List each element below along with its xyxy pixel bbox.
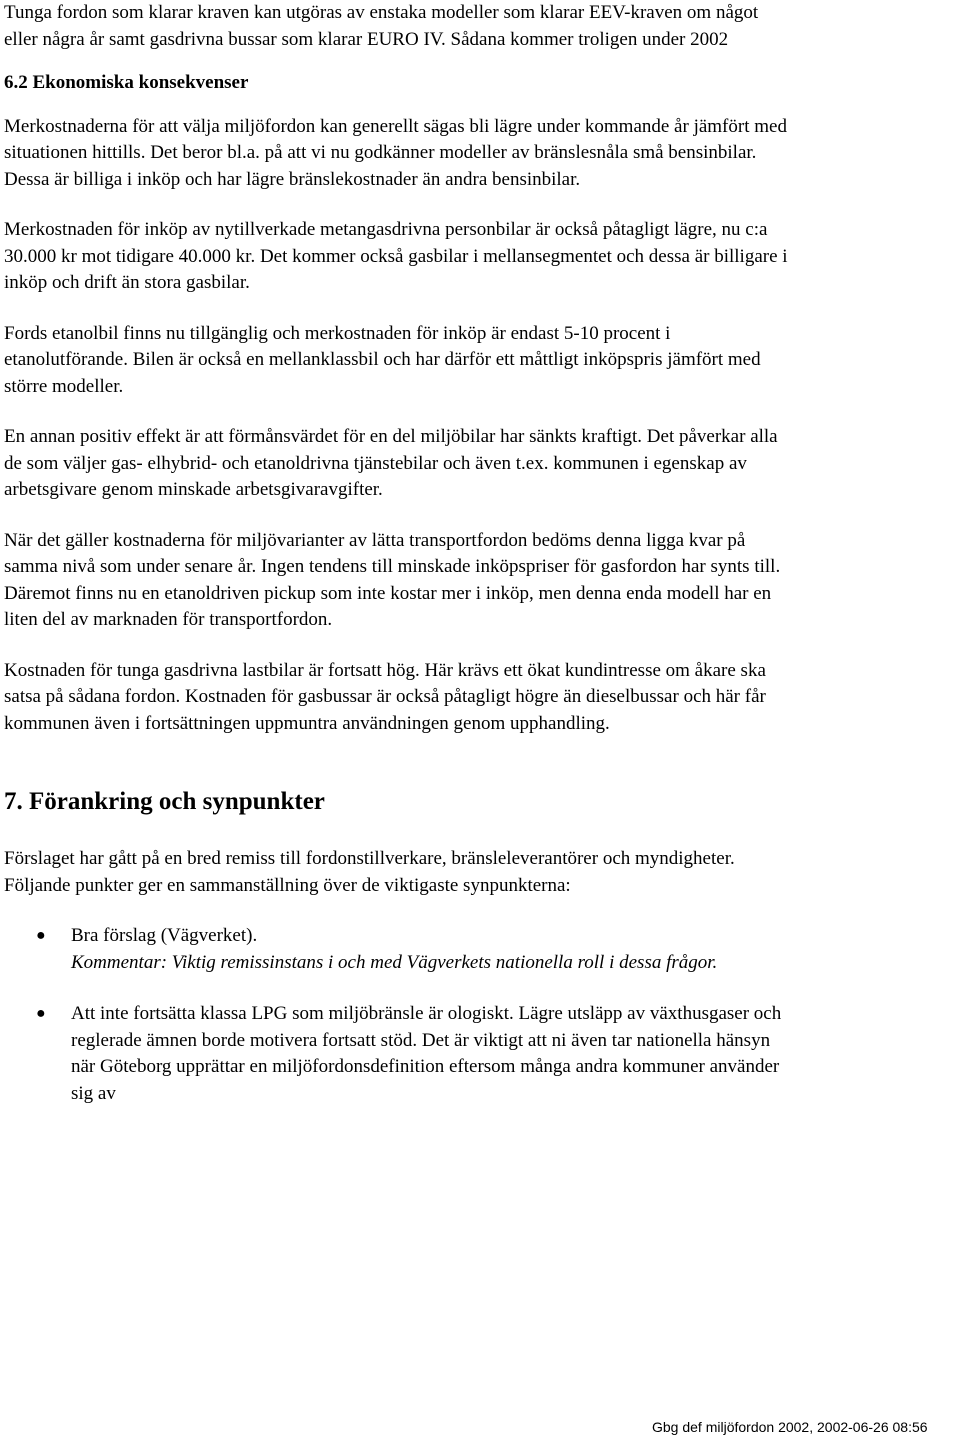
bullet-icon: ● [36, 927, 46, 944]
paragraph-etanolbil: Fords etanolbil finns nu tillgänglig och merkostnaden för inköp är endast 5-10 procent i etanolutförande. Bilen är också en mellanklassbil och har därför ett måttligt inköpspris jämfört med större modeller. [4, 322, 761, 397]
paragraph-metangas: Merkostnaden för inköp av nytillverkade metangasdrivna personbilar är också påtagligt lägre, nu c:a 30.000 kr mot tidigare 40.000 kr. Det kommer också gasbilar i mellansegmentet och dessa är billigare i inköp och drift än stora gasbilar. [4, 219, 788, 293]
section-6-2-heading: 6.2 Ekonomiska konsekvenser [4, 72, 249, 93]
paragraph-transportfordon: När det gäller kostnaderna för miljövarianter av lätta transportfordon bedöms denna ligga kvar på samma nivå som under senare år. Ingen tendens till minskade inköpspriser för gasfordon har synts till. Däremot finns nu en etanoldriven pickup som inte kostar mer i inköp, men denna enda modell har en liten del av marknaden för transportfordon. [4, 529, 781, 630]
synpunkter-list [4, 923, 794, 1107]
intro-paragraph: Tunga fordon som klarar kraven kan utgöras av enstaka modeller som klarar EEV-kraven om något eller några år samt gasdrivna bussar som klarar EURO IV. Sådana kommer troligen under 2002 [4, 2, 759, 50]
bullet-icon: ● [36, 1005, 46, 1022]
list-item [4, 923, 794, 976]
list-item-comment: Kommentar: Viktig remissinstans i och med Vägverkets nationella roll i dessa frågor. [71, 951, 718, 973]
paragraph-formansvarde: En annan positiv effekt är att förmånsvärdet för en del miljöbilar har sänkts kraftigt. Det påverkar alla de som väljer gas- elhybrid- och etanoldrivna tjänstebilar och även t.ex. kommunen i egenskap av arbetsgivare genom minskade arbetsgivaravgifter. [4, 426, 778, 500]
paragraph-merkostnader: Merkostnaderna för att välja miljöfordon kan generellt sägas bli lägre under kommande år jämfört med situationen hittills. Det beror bl.a. på att vi nu godkänner modeller av bränslesnåla små bensinbilar. Dessa är billiga i inköp och har lägre bränslekostnader än andra bensinbilar. [4, 115, 787, 190]
list-item-text: Att inte fortsätta klassa LPG som miljöbränsle är ologiskt. Lägre utsläpp av växthusgaser och reglerade ämnen borde motivera fortsatt stöd. Det är viktigt att ni även tar nationella hänsyn när Göteborg upprättar en miljöfordonsdefinition eftersom många andra kommuner använder sig av [71, 1003, 782, 1104]
section-7-intro: Förslaget har gått på en bred remiss till fordonstillverkare, bränsleleverantörer och myndigheter. Följande punkter ger en sammanställning över de viktigaste synpunkterna: [4, 848, 735, 896]
list-item [4, 1001, 794, 1107]
list-item-text: Bra förslag (Vägverket). [71, 925, 258, 946]
section-7-heading: 7. Förankring och synpunkter [4, 788, 325, 815]
paragraph-tunga-fordon: Kostnaden för tunga gasdrivna lastbilar är fortsatt hög. Här krävs ett ökat kundintresse om åkare ska satsa på sådana fordon. Kostnaden för gasbussar är också påtagligt högre än dieselbussar och här får kommunen även i fortsättningen uppmuntra användningen genom upphandling. [4, 659, 766, 734]
page-footer: Gbg def miljöfordon 2002, 2002-06-26 08:56 [652, 1419, 928, 1435]
document-page [4, 0, 794, 1132]
